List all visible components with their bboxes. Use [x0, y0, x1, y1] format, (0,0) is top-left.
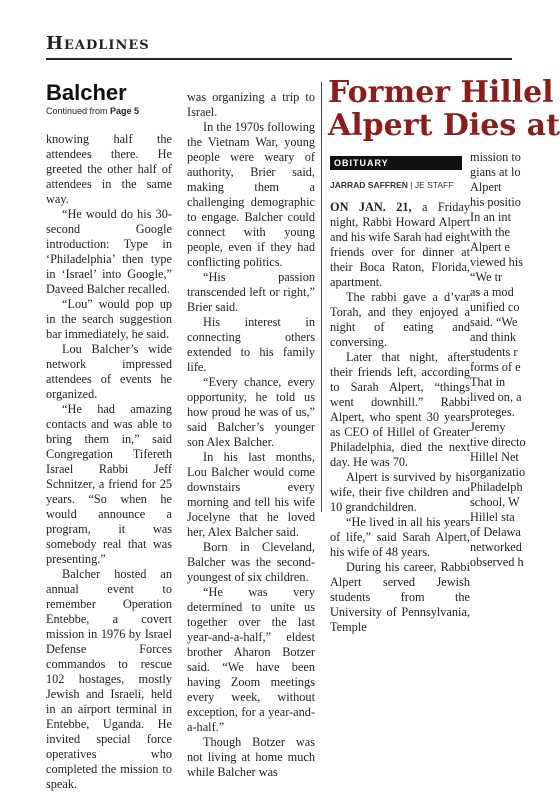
cropped-line: his positio	[470, 195, 521, 209]
left-article-column-2	[187, 90, 315, 780]
cropped-line: unified co	[470, 300, 520, 314]
byline-role: | JE STAFF	[407, 180, 454, 190]
article-paragraph: In his last months, Lou Balcher would come downstairs every morning and tell his wife Jocelyne that he loved her, Alex Balcher said.	[187, 450, 315, 539]
cropped-line: with the	[470, 225, 510, 239]
article-paragraph: In the 1970s following the Vietnam War, young people were weary of authority, Brier said, making them a challenging demographic to engage. Balcher could connect with young people, even if they had conflicting politics.	[187, 120, 315, 269]
cropped-line: organizatio	[470, 465, 526, 479]
headline-line-1: Former Hillel	[328, 75, 554, 110]
cropped-line: mission to	[470, 150, 521, 164]
cropped-line: proteges.	[470, 405, 515, 419]
article-paragraph: Born in Cleveland, Balcher was the second-youngest of six children.	[187, 540, 315, 584]
cropped-line: “We tr	[470, 270, 503, 284]
cropped-line: as a mod	[470, 285, 514, 299]
article-paragraph: Lou Balcher’s wide network impressed attendees of events he organized.	[46, 342, 172, 401]
obituary-label: OBITUARY	[330, 156, 462, 170]
lead-text: a Friday night, Rabbi Howard Alpert and his wife Sarah had eight friends over for dinner at their Boca Raton, Florida, apartment.	[330, 200, 471, 289]
article-paragraph: “He was very determined to unite us together over the last year-and-a-half,” eldest brother Aharon Botzer said. “We have been having Zoom meetings every week, without exception, for a year-and-a-half.”	[187, 585, 315, 734]
cropped-line: That in	[470, 375, 506, 389]
article-paragraph: “His passion transcended left or right,” Brier said.	[187, 270, 315, 314]
byline	[330, 180, 453, 190]
article-paragraph: Later that night, after their friends left, according to Sarah Alpert, “things went downhill.” Rabbi Alpert, who spent 30 years as CEO of Hillel of Greater Philadelphia, died the next day. He was 70.	[330, 350, 470, 469]
left-article-column-1	[46, 132, 172, 792]
byline-name: JARRAD SAFFREN	[330, 180, 408, 190]
cropped-line: Philadelph	[470, 480, 523, 494]
article-paragraph: His interest in connecting others extended to his family life.	[187, 315, 315, 374]
article-paragraph: “He would do his 30-second Google introduction: Type in ‘Philadelphia’ then type in ‘Israel’ into Google,” Daveed Balcher recalled.	[46, 207, 172, 296]
cropped-line: Jeremy	[470, 420, 506, 434]
dateline: ON JAN. 21,	[330, 200, 412, 214]
left-article-headline: Balcher	[46, 80, 127, 105]
right-article-column-1	[330, 200, 470, 635]
cropped-line: observed h	[470, 555, 524, 569]
article-paragraph: “He had amazing contacts and was able to bring them in,” said Congregation Tifereth Israel Rabbi Jeff Schnitzer, a friend for 25 years. “So when he would announce a program, it was somebody real that was presenting.”	[46, 402, 172, 566]
cropped-line: Hillel Net	[470, 450, 519, 464]
cropped-line: said. “We	[470, 315, 518, 329]
cropped-line: forms of e	[470, 360, 521, 374]
article-paragraph: Alpert is survived by his wife, their five children and 10 grandchildren.	[330, 470, 470, 514]
article-paragraph: knowing half the attendees there. He greeted the other half of attendees in the same way.	[46, 132, 172, 206]
headline-line-2: Alpert Dies at	[328, 108, 560, 143]
cropped-line: and think	[470, 330, 517, 344]
column-divider	[321, 82, 322, 512]
section-header: Headlines	[46, 33, 150, 54]
cropped-line: lived on, a	[470, 390, 522, 404]
cropped-line: gians at lo	[470, 165, 521, 179]
cropped-line: students r	[470, 345, 518, 359]
article-paragraph: “He lived in all his years of life,” said Sarah Alpert, his wife of 48 years.	[330, 515, 470, 559]
continued-page-link[interactable]: Page 5	[110, 106, 140, 116]
article-paragraph: During his career, Rabbi Alpert served Jewish students from the University of Pennsylvania, Temple	[330, 560, 470, 634]
continued-from-note	[46, 106, 139, 116]
article-paragraph: “Lou” would pop up in the search suggestion bar immediately, he said.	[46, 297, 172, 341]
cropped-line: networked	[470, 540, 522, 554]
article-paragraph: Though Botzer was not living at home much while Balcher was	[187, 735, 315, 779]
cropped-line: Alpert e	[470, 240, 510, 254]
article-paragraph: The rabbi gave a d’var Torah, and they enjoyed a night of eating and conversing.	[330, 290, 470, 349]
cropped-line: Alpert	[470, 180, 502, 194]
right-article-headline	[328, 75, 560, 143]
continued-prefix: Continued from	[46, 106, 111, 116]
cropped-line: tive directo	[470, 435, 526, 449]
article-paragraph: Balcher hosted an annual event to remember Operation Entebbe, a covert mission in 1976 by Israel Defense Forces commandos to rescue 102 hostages, mostly Jewish and Israeli, held in an airport terminal in Entebbe, Uganda. He invited special force operatives who completed the mission to speak.	[46, 567, 172, 791]
article-paragraph: was organizing a trip to Israel.	[187, 90, 315, 119]
article-paragraph	[330, 200, 470, 290]
right-article-column-2-cropped	[470, 150, 526, 570]
cropped-line: viewed his	[470, 255, 523, 269]
cropped-line: Hillel sta	[470, 510, 515, 524]
cropped-line: of Delawa	[470, 525, 521, 539]
article-paragraph: “Every chance, every opportunity, he told us how proud he was of us,” said Balcher’s younger son Alex Balcher.	[187, 375, 315, 449]
cropped-line: school, W	[470, 495, 520, 509]
cropped-line: In an int	[470, 210, 511, 224]
header-rule	[46, 58, 512, 60]
